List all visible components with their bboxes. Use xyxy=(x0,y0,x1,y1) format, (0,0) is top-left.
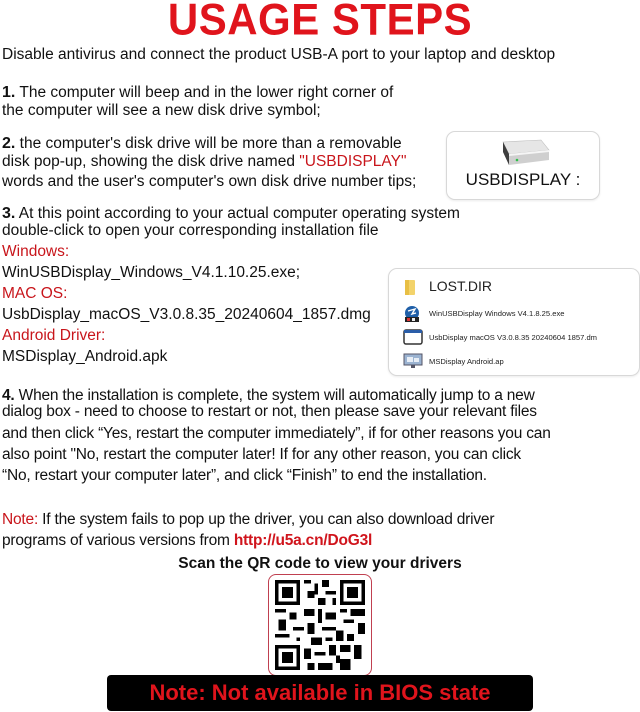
file-item-lost-dir[interactable]: LOST.DIR xyxy=(403,278,492,294)
windows-label: Windows: xyxy=(2,243,70,260)
folder-icon xyxy=(403,278,423,294)
usbdisplay-highlight: "USBDISPLAY" xyxy=(299,153,407,170)
bios-warning-text: Note: Not available in BIOS state xyxy=(149,680,491,705)
android-display-icon xyxy=(403,353,423,369)
step2-text: the computer's disk drive will be more than a removable xyxy=(15,135,402,152)
windows-file: WinUSBDisplay_Windows_V4.1.10.25.exe; xyxy=(2,264,301,281)
note-text-pre: programs of various versions from xyxy=(2,532,234,549)
step2-line1 xyxy=(2,135,402,153)
step1-line1 xyxy=(2,84,393,102)
file-item-android[interactable]: MSDisplay Android.ap xyxy=(403,353,504,369)
bios-warning-banner xyxy=(107,675,533,711)
drive-label: USBDISPLAY : xyxy=(465,170,581,189)
step1-number: 1. xyxy=(2,84,16,101)
file-item-windows[interactable]: WinUSBDisplay Windows V4.1.8.25.exe xyxy=(403,305,564,321)
windows-installer-icon xyxy=(403,305,423,321)
step1-text: The computer will beep and in the lower right corner of xyxy=(15,84,394,101)
hard-drive-icon xyxy=(495,138,551,173)
macos-label: MAC OS: xyxy=(2,285,68,302)
file-item-macos[interactable]: UsbDisplay macOS V3.0.8.35 20240604 1857.dm xyxy=(403,329,597,345)
note-label: Note: xyxy=(2,511,39,528)
step2-line2 xyxy=(2,153,406,171)
step4-line2: dialog box - need to choose to restart or not, then please save your relevant files xyxy=(2,403,537,420)
step4-number: 4. xyxy=(2,387,15,404)
step4-line5: “No, restart your computer later”, and click “Finish” to end the installation. xyxy=(2,467,487,484)
step4-line4: also point "No, restart the computer later! If for any other reason, you can click xyxy=(2,446,521,463)
driver-download-link[interactable]: http://u5a.cn/DoG3l xyxy=(233,532,373,549)
page-title: USAGE STEPS xyxy=(167,0,473,45)
intro-text: Disable antivirus and connect the product USB-A port to your laptop and desktop xyxy=(2,46,556,63)
qr-code-icon xyxy=(275,580,365,670)
usbdisplay-drive-card xyxy=(446,131,600,200)
step3-line1 xyxy=(2,205,460,223)
step2-line3: words and the user's computer's own disk drive number tips; xyxy=(2,173,417,190)
note-line2 xyxy=(2,532,372,550)
step2-text-pre: disk pop-up, showing the disk drive named xyxy=(2,153,300,170)
step3-text: At this point according to your actual computer operating system xyxy=(15,205,460,222)
step1-line2: the computer will see a new disk drive symbol; xyxy=(2,102,321,119)
macos-file: UsbDisplay_macOS_V3.0.8.35_20240604_1857.dmg xyxy=(2,306,371,323)
qr-caption: Scan the QR code to view your drivers xyxy=(178,555,462,572)
step3-number: 3. xyxy=(2,205,16,222)
android-file: MSDisplay_Android.apk xyxy=(2,348,168,365)
dmg-window-icon xyxy=(403,329,423,345)
drive-files-card xyxy=(388,268,640,376)
step4-line3: and then click “Yes, restart the computer immediately”, if for other reasons you can xyxy=(2,425,551,442)
android-label: Android Driver: xyxy=(2,327,106,344)
step3-line2: double-click to open your corresponding installation file xyxy=(2,222,379,239)
step2-number: 2. xyxy=(2,135,16,152)
qr-code-frame[interactable] xyxy=(268,574,372,676)
note-line1 xyxy=(2,511,494,529)
note-text: If the system fails to pop up the driver, you can also download driver xyxy=(38,511,495,528)
step4-text: When the installation is complete, the system will automatically jump to a new xyxy=(14,387,535,404)
